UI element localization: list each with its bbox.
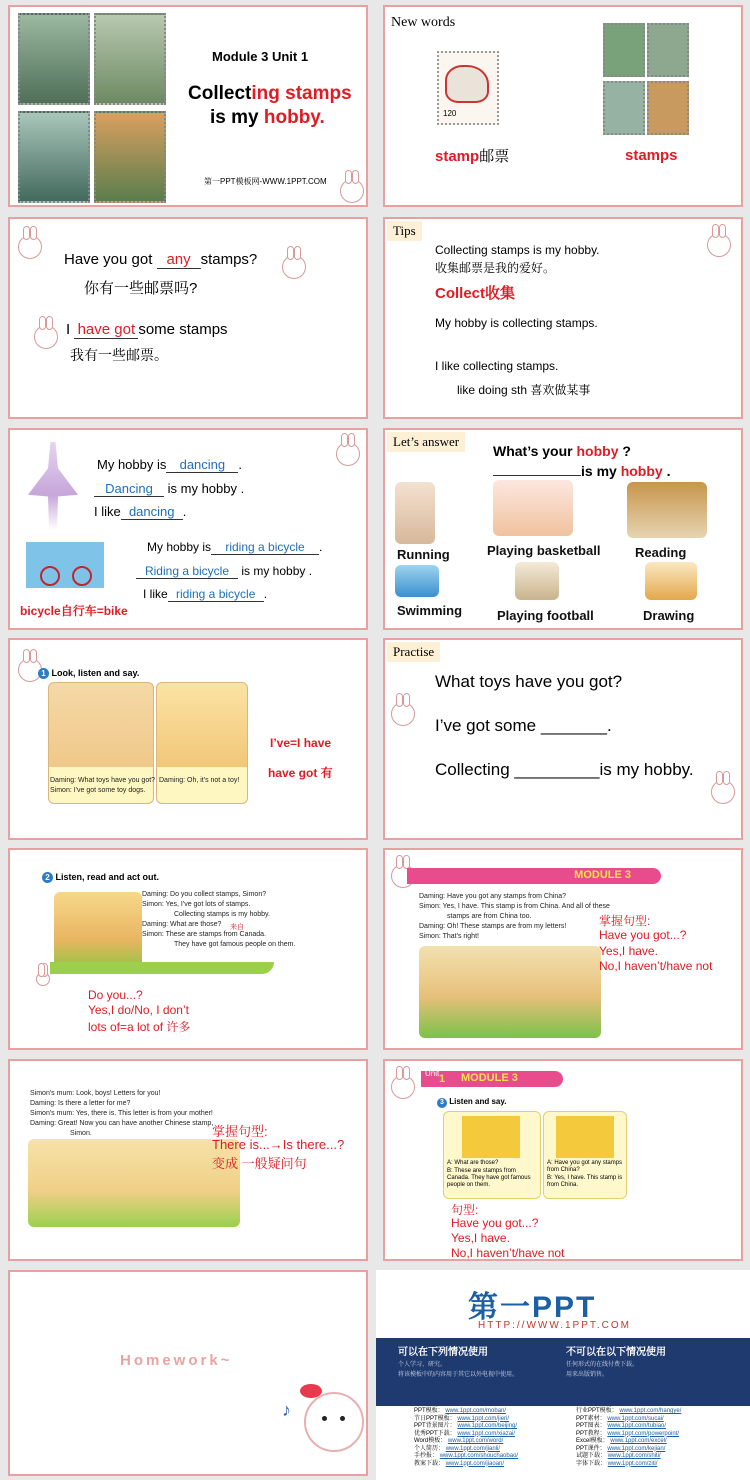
text: . xyxy=(182,504,187,519)
grass-strip xyxy=(50,962,274,974)
link-label: 手抄报： xyxy=(414,1453,439,1459)
kids-stamps-image xyxy=(54,892,142,972)
slide-look-listen[interactable] xyxy=(8,638,368,840)
hobby-label: Running xyxy=(397,547,450,562)
text: Listen and say. xyxy=(449,1097,507,1106)
note-1: Do you...? xyxy=(88,988,143,1002)
link-url[interactable]: www.1ppt.com/moban/ xyxy=(445,1408,507,1414)
card-1-text-b: B: These are stamps from Canada. They have got famous people on them. xyxy=(447,1168,531,1188)
link-label: PPT背景图片： xyxy=(414,1423,456,1429)
module-banner xyxy=(407,868,661,884)
link-url[interactable]: www.1ppt.com/ziti/ xyxy=(607,1460,658,1467)
bunny-icon xyxy=(36,972,50,986)
note-3: Yes,I have. xyxy=(451,1231,510,1245)
link-label: 节日PPT模板： xyxy=(414,1415,456,1422)
slide-title-line2 xyxy=(210,107,325,129)
left-item-1: 个人学习、研究。 xyxy=(398,1362,447,1368)
text: Have you got xyxy=(64,251,157,268)
link-label: Excel模板： xyxy=(576,1438,609,1444)
word-stamps: stamps xyxy=(625,147,678,164)
text: . xyxy=(238,457,242,472)
note-4: No,I haven’t/have not xyxy=(599,959,713,973)
bicycle-note: bicycle自行车=bike xyxy=(20,604,128,618)
text: My hobby is xyxy=(147,540,212,554)
sentence-a xyxy=(97,457,242,473)
note-4: No,I haven’t/have not xyxy=(451,1246,565,1260)
link-label: Word模板： xyxy=(414,1438,447,1444)
dialog-4: Daming: Great! Now you can have another Chinese stamp, xyxy=(30,1120,214,1127)
tips-line-2: 收集邮票是我的爱好。 xyxy=(435,261,556,275)
dialog-5: Simon. xyxy=(70,1130,92,1137)
hobby-label: Reading xyxy=(635,545,687,560)
bicycle-image xyxy=(26,542,104,588)
text: . xyxy=(662,463,671,479)
right-item-1: 任何形式的在线付费下载。 xyxy=(566,1362,639,1368)
dialog-1: Daming: Do you collect stamps, Simon? xyxy=(142,891,267,898)
stamp-image xyxy=(647,23,689,77)
text-red: hobby xyxy=(576,443,619,459)
slide-tips[interactable] xyxy=(383,217,743,419)
right-heading: 不可以在以下情况使用 xyxy=(566,1347,666,1358)
unit-number: 1 xyxy=(439,1073,446,1085)
reading-image xyxy=(627,482,707,538)
slide-title[interactable] xyxy=(8,5,368,207)
blank xyxy=(493,461,581,476)
link-url[interactable]: www.1ppt.com/jieri/ xyxy=(457,1415,510,1422)
dialog-4: Daming: Oh! These stamps are from my letters! xyxy=(419,923,567,930)
card-2-text-b: B: Yes, I have. This stamp is from China. xyxy=(547,1175,623,1188)
card-1-text-a: A: What are those? xyxy=(447,1160,499,1166)
basketball-image xyxy=(493,480,573,536)
left-item-2: 将该模板中的内容用于其它以外电视中使用。 xyxy=(398,1372,519,1378)
slide-have-you-got[interactable] xyxy=(8,217,368,419)
tips-line-5: I like collecting stamps. xyxy=(435,359,559,373)
note-3: lots of=a lot of 许多 xyxy=(88,1020,191,1034)
sentence-b xyxy=(94,481,244,497)
note-have-got: have got 有 xyxy=(268,766,333,780)
number-badge: 1 xyxy=(38,668,49,679)
answer-line xyxy=(66,321,228,339)
slide-letters[interactable] xyxy=(8,1059,368,1261)
link-row[interactable] xyxy=(414,1461,518,1469)
homework-title: Homework~ xyxy=(120,1352,233,1369)
dialog-5: Simon: That's right! xyxy=(419,933,479,940)
bunny-icon xyxy=(34,325,58,349)
card-1 xyxy=(443,1111,541,1199)
stamp-image-1 xyxy=(18,13,90,105)
dialog-5: Simon: These are stamps from Canada. xyxy=(142,931,266,938)
blank-answer: have got xyxy=(74,321,138,339)
link-label: 行业PPT模板： xyxy=(576,1408,618,1414)
stamp-image-3 xyxy=(18,111,90,203)
answer-line xyxy=(493,461,670,479)
dialog-2: Daming: Is there a letter for me? xyxy=(30,1100,131,1107)
text: is my hobby . xyxy=(241,564,313,578)
note-3: 变成 一般疑问句 xyxy=(212,1156,307,1171)
link-row[interactable] xyxy=(414,1446,518,1454)
link-row[interactable] xyxy=(576,1453,681,1461)
text: . xyxy=(319,540,323,554)
link-row[interactable] xyxy=(414,1453,518,1461)
link-url[interactable]: www.1ppt.com/jianli/ xyxy=(445,1445,501,1452)
text: I xyxy=(66,321,75,338)
link-url[interactable]: www.1ppt.com/shouchaobao/ xyxy=(439,1453,519,1459)
slide-title-line1 xyxy=(188,83,352,105)
comic-caption-1b: Simon: I've got some toy dogs. xyxy=(50,787,146,794)
link-label: 教案下载： xyxy=(414,1460,445,1467)
football-image xyxy=(515,562,559,600)
stamp-image-4 xyxy=(94,111,166,203)
title-part-red: ing stamps xyxy=(251,83,352,104)
title-part: Collect xyxy=(188,83,252,104)
stamp-image xyxy=(647,81,689,135)
text: is my hobby . xyxy=(167,481,245,496)
text: some stamps xyxy=(138,321,228,338)
link-row[interactable] xyxy=(414,1431,518,1439)
title-part: is my xyxy=(210,107,264,128)
link-row[interactable] xyxy=(576,1408,681,1416)
link-label: 试题下载： xyxy=(576,1453,607,1459)
link-row[interactable] xyxy=(414,1423,518,1431)
ppt-url: HTTP://WWW.1PPT.COM xyxy=(478,1320,631,1331)
card-2-text-a: A: Have you got any stamps from China? xyxy=(547,1160,623,1173)
link-url[interactable]: www.1ppt.com/shiti/ xyxy=(607,1453,661,1459)
section-header xyxy=(42,872,159,883)
dialog-4: Daming: What are those? xyxy=(142,921,222,928)
note-1: 句型: xyxy=(451,1203,479,1217)
stamp-horse-image xyxy=(437,51,499,125)
text: ? xyxy=(618,443,631,459)
practise-line-1: What toys have you got? xyxy=(435,672,623,691)
slide-ppt-credits[interactable] xyxy=(376,1270,750,1480)
link-label: 字体下载： xyxy=(576,1460,607,1467)
note-2: There is...→Is there...? xyxy=(212,1137,345,1152)
link-row[interactable] xyxy=(576,1446,681,1454)
tips-line-1: Collecting stamps is my hobby. xyxy=(435,243,600,257)
mascot-image xyxy=(304,1392,364,1452)
annotation: 来自 xyxy=(230,924,244,931)
slide-module3-dialog[interactable] xyxy=(383,848,743,1050)
section-header xyxy=(437,1097,506,1108)
answer-cn: 我有一些邮票。 xyxy=(70,347,168,363)
note-1: 掌握句型: xyxy=(599,914,651,928)
comic-caption-1a: Daming: What toys have you got? xyxy=(50,777,156,784)
bunny-icon xyxy=(336,442,360,466)
hobby-label: Drawing xyxy=(643,608,695,623)
slide-lets-answer[interactable] xyxy=(383,428,743,630)
link-url[interactable]: www.1ppt.com/xiazai/ xyxy=(457,1430,516,1437)
fill-answer: dancing xyxy=(121,504,183,520)
note-2: Have you got...? xyxy=(451,1216,539,1230)
text: 收集 xyxy=(485,285,516,302)
dialog-3: stamps are from China too. xyxy=(447,913,532,920)
note-2: Have you got...? xyxy=(599,928,687,942)
link-row[interactable] xyxy=(576,1438,681,1446)
link-label: PPT素材： xyxy=(576,1415,606,1422)
comic-caption-2: Daming: Oh, it's not a toy! xyxy=(159,777,240,784)
word-stamp xyxy=(435,145,509,166)
sentence-d xyxy=(147,540,322,555)
text: Collect xyxy=(435,285,486,302)
slide-tag: New words xyxy=(391,15,456,30)
dialog-1: Daming: Have you got any stamps from China? xyxy=(419,893,567,900)
link-url[interactable]: www.1ppt.com/excel/ xyxy=(610,1438,667,1444)
card-2 xyxy=(543,1111,627,1199)
dialog-3: Simon's mum: Yes, there is. This letter is from your mother! xyxy=(30,1110,213,1117)
family-letters-image xyxy=(28,1139,240,1227)
link-url[interactable]: www.1ppt.com/sucai/ xyxy=(607,1415,664,1422)
word-en: stamp xyxy=(435,148,480,165)
tips-line-4: My hobby is collecting stamps. xyxy=(435,316,598,330)
bunny-icon xyxy=(707,233,731,257)
link-row[interactable] xyxy=(414,1416,518,1424)
ballerina-image xyxy=(28,442,78,530)
link-url[interactable]: www.1ppt.com/kejian/ xyxy=(607,1445,666,1452)
text: is my xyxy=(581,463,621,479)
number-badge: 3 xyxy=(437,1098,447,1108)
module-label: Module 3 Unit 1 xyxy=(212,49,309,64)
link-row[interactable] xyxy=(576,1423,681,1431)
text: My hobby is xyxy=(97,457,167,472)
link-row[interactable] xyxy=(576,1431,681,1439)
module-banner xyxy=(421,1071,563,1087)
slide-tag: Let’s answer xyxy=(387,432,465,452)
sentence-e xyxy=(136,564,312,579)
links-right xyxy=(576,1408,681,1468)
text: I like xyxy=(94,504,121,519)
text: What’s your xyxy=(493,443,577,459)
bunny-icon xyxy=(18,235,42,259)
text: Listen, read and act out. xyxy=(55,872,160,882)
text: . xyxy=(263,587,268,601)
swimming-image xyxy=(395,565,439,597)
slide-listen-read[interactable] xyxy=(8,848,368,1050)
link-label: PPT教程： xyxy=(576,1430,606,1437)
note-ive: I’ve=I have xyxy=(270,736,332,750)
running-image xyxy=(395,482,435,544)
dialog-6: They have got famous people on them. xyxy=(174,941,296,948)
fill-answer: Dancing xyxy=(94,481,164,497)
title-part-red: hobby. xyxy=(263,107,325,128)
kids-bookshelf-image xyxy=(419,946,601,1038)
slide-my-hobby[interactable] xyxy=(8,428,368,630)
stamp-value: 120 xyxy=(443,109,457,118)
slide-tag: Tips xyxy=(387,221,422,241)
link-label: PPT图表： xyxy=(576,1423,606,1429)
note-2: Yes,I do/No, I don’t xyxy=(88,1003,189,1017)
stamp-image xyxy=(603,23,645,77)
link-label: PPT课件： xyxy=(576,1445,606,1452)
slide-tag: Practise xyxy=(387,642,440,662)
slide-practise[interactable] xyxy=(383,638,743,840)
sentence-f xyxy=(143,587,267,602)
fill-answer: riding a bicycle xyxy=(211,540,319,555)
fill-answer: riding a bicycle xyxy=(168,587,264,602)
tips-line-6: like doing sth 喜欢做某事 xyxy=(457,383,591,397)
note-3: Yes,I have. xyxy=(599,944,658,958)
dialog-3: Collecting stamps is my hobby. xyxy=(174,911,270,918)
question-line xyxy=(493,443,631,459)
link-row[interactable] xyxy=(576,1416,681,1424)
question-line xyxy=(64,251,257,269)
unit-text: Unit xyxy=(425,1069,440,1078)
hobby-label: Playing football xyxy=(497,608,594,623)
link-url[interactable]: www.1ppt.com/powerpoint/ xyxy=(607,1430,680,1437)
blank-answer: any xyxy=(157,251,201,269)
practise-line-2: I’ve got some _______. xyxy=(435,716,612,735)
hobby-label: Playing basketball xyxy=(487,543,601,558)
tips-collect xyxy=(435,282,515,303)
links-left xyxy=(414,1408,518,1468)
sentence-c xyxy=(94,504,186,520)
note-1: 掌握句型: xyxy=(212,1124,268,1139)
banner-text: MODULE 3 xyxy=(461,1072,518,1084)
link-label: 个人简历： xyxy=(414,1445,445,1452)
link-label: 优秀PPT下载： xyxy=(414,1430,456,1437)
link-row[interactable] xyxy=(414,1408,518,1416)
bunny-icon xyxy=(711,780,735,804)
section-header xyxy=(38,668,139,679)
slide-listen-say[interactable] xyxy=(383,1059,743,1261)
banner-text: MODULE 3 xyxy=(574,869,631,881)
dialog-2: Simon: Yes, I have. This stamp is from China. And all of these xyxy=(419,903,610,910)
bunny-icon xyxy=(282,255,306,279)
text: Look, listen and say. xyxy=(51,668,140,678)
right-item-2: 用来出版销售。 xyxy=(566,1372,609,1378)
link-url[interactable]: www.1ppt.com/beijing/ xyxy=(457,1423,518,1429)
practise-line-3: Collecting _________is my hobby. xyxy=(435,760,694,779)
link-row[interactable] xyxy=(576,1461,681,1469)
stamp-image xyxy=(603,81,645,135)
dialog-2: Simon: Yes, I've got lots of stamps. xyxy=(142,901,251,908)
link-url[interactable]: www.1ppt.com/tubiao/ xyxy=(607,1423,667,1429)
left-heading: 可以在下列情况使用 xyxy=(398,1347,488,1358)
fill-answer: Riding a bicycle xyxy=(136,564,238,579)
bunny-icon xyxy=(391,702,415,726)
link-url[interactable]: www.1ppt.com/jiaoan/ xyxy=(445,1460,505,1467)
link-url[interactable]: www.1ppt.com/word/ xyxy=(447,1438,504,1444)
bunny-icon xyxy=(340,179,364,203)
text: I like xyxy=(143,587,168,601)
link-url[interactable]: www.1ppt.com/hangye/ xyxy=(619,1408,682,1414)
link-label: PPT模板： xyxy=(414,1408,444,1414)
bunny-icon xyxy=(391,1075,415,1099)
slide-homework[interactable] xyxy=(8,1270,368,1476)
ppt-logo: 第一PPT xyxy=(468,1291,597,1324)
stamp-image-2 xyxy=(94,13,166,105)
comic-panel-2 xyxy=(156,682,248,804)
number-badge: 2 xyxy=(42,872,53,883)
footer-text: 第一PPT模板网-WWW.1PPT.COM xyxy=(204,177,327,186)
word-cn: 邮票 xyxy=(479,148,510,165)
hobby-label: Swimming xyxy=(397,603,463,618)
drawing-image xyxy=(645,562,697,600)
fill-answer: dancing xyxy=(166,457,238,473)
slide-new-words[interactable] xyxy=(383,5,743,207)
music-note-icon: ♪ xyxy=(282,1400,291,1420)
dialog-1: Simon's mum: Look, boys! Letters for you! xyxy=(30,1090,161,1097)
text: stamps? xyxy=(200,251,258,268)
text-red: hobby xyxy=(620,463,663,479)
link-row[interactable] xyxy=(414,1438,518,1446)
question-cn: 你有一些邮票吗? xyxy=(84,280,198,297)
